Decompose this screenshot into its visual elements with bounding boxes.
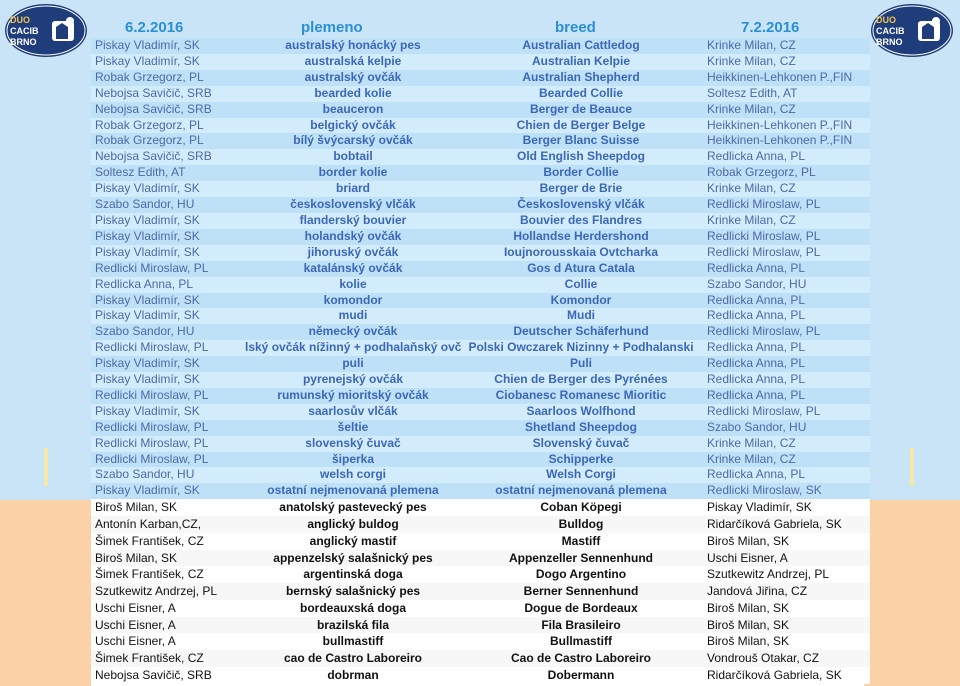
breed-en-cell: Coban Köpegi xyxy=(461,499,701,516)
logo-text-1: DUO xyxy=(876,15,896,25)
breed-en-cell: Slovenský čuvač xyxy=(461,436,701,452)
breed-en-cell: ostatní nejmenovaná plemena xyxy=(461,483,701,499)
judge-day1-cell: Robak Grzegorz, PL xyxy=(91,118,245,134)
table-row xyxy=(91,102,870,118)
breed-en-cell: Ioujnorousskaia Ovtcharka xyxy=(461,245,701,261)
judge-day1-cell: Nebojsa Savičič, SRB xyxy=(91,102,245,118)
breed-cs-cell: šeltie xyxy=(245,420,461,436)
breed-cs-cell: bearded kolie xyxy=(245,86,461,102)
header-breed-cs: plemeno xyxy=(301,19,363,36)
judge-day2-cell: Szutkewitz Andrzej, PL xyxy=(701,566,870,583)
table-row xyxy=(91,165,870,181)
breed-en-cell: Fila Brasileiro xyxy=(461,617,701,634)
schedule-table xyxy=(91,38,870,684)
header-date-right: 7.2.2016 xyxy=(741,19,800,36)
table-row xyxy=(91,404,870,420)
breed-cs-cell: cao de Castro Laboreiro xyxy=(245,650,461,667)
next-rows xyxy=(91,499,870,683)
breed-cs-cell: puli xyxy=(245,356,461,372)
header-breed-en: breed xyxy=(555,19,596,36)
table-row xyxy=(91,340,870,356)
judge-day2-cell: Biroš Milan, SK xyxy=(701,533,870,550)
breed-en-cell: Berger de Brie xyxy=(461,181,701,197)
schedule-header xyxy=(91,0,864,38)
judge-day1-cell: Piskay Vladimír, SK xyxy=(91,483,245,499)
breed-cs-cell: bordeauxská doga xyxy=(245,600,461,617)
breed-en-cell: Mastiff xyxy=(461,533,701,550)
right-side-band xyxy=(864,0,960,686)
judge-day1-cell: Nebojsa Savičič, SRB xyxy=(91,149,245,165)
judge-day1-cell: Biroš Milan, SK xyxy=(91,499,245,516)
breed-cs-cell: kolie xyxy=(245,277,461,293)
breed-cs-cell: bullmastiff xyxy=(245,633,461,650)
judge-day2-cell: Heikkinen-Lehkonen P.,FIN xyxy=(701,118,870,134)
logo-text-1: DUO xyxy=(10,15,30,25)
breed-en-cell: Berger Blanc Suisse xyxy=(461,133,701,149)
judge-day1-cell: Redlicki Miroslaw, PL xyxy=(91,420,245,436)
judge-day2-cell: Redlicka Anna, PL xyxy=(701,149,870,165)
judge-day2-cell: Krinke Milan, CZ xyxy=(701,181,870,197)
judge-day1-cell: Piskay Vladimír, SK xyxy=(91,38,245,54)
breed-cs-cell: pyrenejský ovčák xyxy=(245,372,461,388)
judge-day2-cell: Krinke Milan, CZ xyxy=(701,452,870,468)
breed-cs-cell: německý ovčák xyxy=(245,324,461,340)
breed-en-cell: Welsh Corgi xyxy=(461,467,701,483)
breed-cs-cell: slovenský čuvač xyxy=(245,436,461,452)
breed-cs-cell: bernský salašnický pes xyxy=(245,583,461,600)
table-row xyxy=(91,499,870,516)
table-row xyxy=(91,420,870,436)
breed-en-cell: Border Collie xyxy=(461,165,701,181)
judge-day1-cell: Soltesz Edith, AT xyxy=(91,165,245,181)
table-row xyxy=(91,633,870,650)
judge-day2-cell: Krinke Milan, CZ xyxy=(701,38,870,54)
breed-en-cell: Schipperke xyxy=(461,452,701,468)
breed-cs-cell: jihoruský ovčák xyxy=(245,245,461,261)
judge-day2-cell: Redlicki Miroslaw, PL xyxy=(701,197,870,213)
judge-day1-cell: Szabo Sandor, HU xyxy=(91,197,245,213)
logo-text-2: CACIB xyxy=(876,26,905,36)
judge-day2-cell: Krinke Milan, CZ xyxy=(701,436,870,452)
judge-day2-cell: Redlicka Anna, PL xyxy=(701,467,870,483)
table-row xyxy=(91,667,870,684)
breed-en-cell: Saarloos Wolfhond xyxy=(461,404,701,420)
judge-day2-cell: Redlicki Miroslaw, PL xyxy=(701,245,870,261)
breed-cs-cell: mudi xyxy=(245,308,461,324)
breed-cs-cell: bobtail xyxy=(245,149,461,165)
breed-en-cell: Berger de Beauce xyxy=(461,102,701,118)
judge-day1-cell: Piskay Vladimír, SK xyxy=(91,308,245,324)
breed-en-cell: Mudi xyxy=(461,308,701,324)
breed-en-cell: Old English Sheepdog xyxy=(461,149,701,165)
judge-day2-cell: Biroš Milan, SK xyxy=(701,617,870,634)
breed-cs-cell: holandský ovčák xyxy=(245,229,461,245)
table-row xyxy=(91,324,870,340)
judge-day2-cell: Redlicka Anna, PL xyxy=(701,372,870,388)
judge-day1-cell: Redlicki Miroslaw, PL xyxy=(91,340,245,356)
breed-en-cell: Australian Shepherd xyxy=(461,70,701,86)
table-row xyxy=(91,356,870,372)
breed-en-cell: Polski Owczarek Nizinny + Podhalanski xyxy=(461,340,701,356)
breed-en-cell: Komondor xyxy=(461,293,701,309)
table-row xyxy=(91,583,870,600)
breed-cs-cell: australský ovčák xyxy=(245,70,461,86)
breed-cs-cell: brazilská fila xyxy=(245,617,461,634)
table-row xyxy=(91,516,870,533)
table-row xyxy=(91,277,870,293)
table-row xyxy=(91,308,870,324)
judge-day2-cell: Jandová Jiřina, CZ xyxy=(701,583,870,600)
table-row xyxy=(91,388,870,404)
judge-day1-cell: Redlicka Anna, PL xyxy=(91,277,245,293)
breed-cs-cell: beauceron xyxy=(245,102,461,118)
judge-day2-cell: Biroš Milan, SK xyxy=(701,600,870,617)
day-rows xyxy=(91,38,870,499)
judge-day2-cell: Piskay Vladimír, SK xyxy=(701,499,870,516)
judge-day2-cell: Redlicki Miroslaw, SK xyxy=(701,483,870,499)
breed-cs-cell: anglický buldog xyxy=(245,516,461,533)
judge-day1-cell: Piskay Vladimír, SK xyxy=(91,245,245,261)
judge-day1-cell: Redlicki Miroslaw, PL xyxy=(91,436,245,452)
judge-day1-cell: Piskay Vladimír, SK xyxy=(91,213,245,229)
breed-en-cell: Ciobanesc Romanesc Mioritic xyxy=(461,388,701,404)
breed-en-cell: Dobermann xyxy=(461,667,701,684)
judge-day2-cell: Redlicka Anna, PL xyxy=(701,308,870,324)
breed-cs-cell: šiperka xyxy=(245,452,461,468)
judge-day1-cell: Biroš Milan, SK xyxy=(91,550,245,567)
breed-cs-cell: belgický ovčák xyxy=(245,118,461,134)
judge-day2-cell: Redlicka Anna, PL xyxy=(701,293,870,309)
breed-cs-cell: československý vlčák xyxy=(245,197,461,213)
judges-schedule-sheet xyxy=(91,0,864,686)
judge-day1-cell: Piskay Vladimír, SK xyxy=(91,293,245,309)
table-row xyxy=(91,245,870,261)
judge-day2-cell: Ridarčíková Gabriela, SK xyxy=(701,667,870,684)
breed-en-cell: Bulldog xyxy=(461,516,701,533)
judge-day1-cell: Šimek František, CZ xyxy=(91,533,245,550)
table-row xyxy=(91,86,870,102)
breed-en-cell: Bullmastiff xyxy=(461,633,701,650)
breed-en-cell: Appenzeller Sennenhund xyxy=(461,550,701,567)
breed-cs-cell: saarlosův vlčák xyxy=(245,404,461,420)
breed-en-cell: Bearded Collie xyxy=(461,86,701,102)
table-row xyxy=(91,70,870,86)
judge-day2-cell: Heikkinen-Lehkonen P.,FIN xyxy=(701,133,870,149)
judge-day2-cell: Redlicka Anna, PL xyxy=(701,356,870,372)
judge-day1-cell: Szabo Sandor, HU xyxy=(91,324,245,340)
side-marker xyxy=(910,448,914,486)
breed-cs-cell: ostatní nejmenovaná plemena xyxy=(245,483,461,499)
breed-en-cell: Dogo Argentino xyxy=(461,566,701,583)
breed-cs-cell: katalánský ovčák xyxy=(245,261,461,277)
judge-day2-cell: Redlicka Anna, PL xyxy=(701,340,870,356)
side-marker xyxy=(44,448,48,486)
breed-en-cell: Chien de Berger des Pyrénées xyxy=(461,372,701,388)
judge-day2-cell: Heikkinen-Lehkonen P.,FIN xyxy=(701,70,870,86)
judge-day2-cell: Redlicki Miroslaw, PL xyxy=(701,324,870,340)
judge-day2-cell: Robak Grzegorz, PL xyxy=(701,165,870,181)
table-row xyxy=(91,452,870,468)
table-row xyxy=(91,213,870,229)
table-row xyxy=(91,181,870,197)
breed-cs-cell: appenzelský salašnický pes xyxy=(245,550,461,567)
judge-day1-cell: Robak Grzegorz, PL xyxy=(91,133,245,149)
breed-cs-cell: bílý švýcarský ovčák xyxy=(245,133,461,149)
judge-day2-cell: Redlicka Anna, PL xyxy=(701,261,870,277)
judge-day2-cell: Vondrouš Otakar, CZ xyxy=(701,650,870,667)
judge-day2-cell: Krinke Milan, CZ xyxy=(701,213,870,229)
table-row xyxy=(91,229,870,245)
judge-day2-cell: Soltesz Edith, AT xyxy=(701,86,870,102)
judge-day2-cell: Krinke Milan, CZ xyxy=(701,102,870,118)
table-row xyxy=(91,118,870,134)
breed-en-cell: Puli xyxy=(461,356,701,372)
judge-day2-cell: Redlicka Anna, PL xyxy=(701,388,870,404)
breed-en-cell: Australian Kelpie xyxy=(461,54,701,70)
breed-en-cell: Deutscher Schäferhund xyxy=(461,324,701,340)
judge-day2-cell: Szabo Sandor, HU xyxy=(701,420,870,436)
judge-day2-cell: Szabo Sandor, HU xyxy=(701,277,870,293)
breed-cs-cell: rumunský mioritský ovčák xyxy=(245,388,461,404)
breed-cs-cell: lský ovčák nížinný + podhalaňský ovč xyxy=(245,340,461,355)
table-row xyxy=(91,550,870,567)
breed-cs-cell: flanderský bouvier xyxy=(245,213,461,229)
breed-cs-cell: australský honácký pes xyxy=(245,38,461,54)
duo-cacib-brno-logo xyxy=(4,3,88,58)
judge-day1-cell: Robak Grzegorz, PL xyxy=(91,70,245,86)
breed-en-cell: Berner Sennenhund xyxy=(461,583,701,600)
judge-day1-cell: Uschi Eisner, A xyxy=(91,633,245,650)
table-row xyxy=(91,650,870,667)
table-row xyxy=(91,149,870,165)
judge-day1-cell: Šimek František, CZ xyxy=(91,566,245,583)
table-row xyxy=(91,436,870,452)
judge-day1-cell: Nebojsa Savičič, SRB xyxy=(91,667,245,684)
table-row xyxy=(91,566,870,583)
judge-day1-cell: Šimek František, CZ xyxy=(91,650,245,667)
breed-cs-cell: anglický mastif xyxy=(245,533,461,550)
table-row xyxy=(91,600,870,617)
table-row xyxy=(91,261,870,277)
breed-en-cell: Gos d Atura Catala xyxy=(461,261,701,277)
judge-day2-cell: Redlicki Miroslaw, PL xyxy=(701,404,870,420)
breed-cs-cell: dobrman xyxy=(245,667,461,684)
table-row xyxy=(91,38,870,54)
breed-cs-cell: australská kelpie xyxy=(245,54,461,70)
logo-text-3: BRNO xyxy=(10,37,37,47)
breed-en-cell: Collie xyxy=(461,277,701,293)
table-row xyxy=(91,293,870,309)
breed-en-cell: Bouvier des Flandres xyxy=(461,213,701,229)
judge-day1-cell: Piskay Vladimír, SK xyxy=(91,404,245,420)
logo-text-2: CACIB xyxy=(10,26,39,36)
breed-en-cell: Československý vlčák xyxy=(461,197,701,213)
breed-en-cell: Shetland Sheepdog xyxy=(461,420,701,436)
judge-day1-cell: Piskay Vladimír, SK xyxy=(91,181,245,197)
table-row xyxy=(91,533,870,550)
breed-cs-cell: briard xyxy=(245,181,461,197)
judge-day1-cell: Redlicki Miroslaw, PL xyxy=(91,388,245,404)
judge-day1-cell: Szutkewitz Andrzej, PL xyxy=(91,583,245,600)
judge-day1-cell: Piskay Vladimír, SK xyxy=(91,356,245,372)
breed-cs-cell: welsh corgi xyxy=(245,467,461,483)
judge-day2-cell: Ridarčíková Gabriela, SK xyxy=(701,516,870,533)
judge-day1-cell: Redlicki Miroslaw, PL xyxy=(91,452,245,468)
header-date-left: 6.2.2016 xyxy=(125,19,184,36)
judge-day1-cell: Antonín Karban,CZ, xyxy=(91,516,245,533)
breed-en-cell: Hollandse Herdershond xyxy=(461,229,701,245)
judge-day1-cell: Uschi Eisner, A xyxy=(91,617,245,634)
logo-text-3: BRNO xyxy=(876,37,903,47)
judge-day1-cell: Piskay Vladimír, SK xyxy=(91,229,245,245)
judge-day1-cell: Nebojsa Savičič, SRB xyxy=(91,86,245,102)
judge-day2-cell: Redlicki Miroslaw, PL xyxy=(701,229,870,245)
table-row xyxy=(91,467,870,483)
breed-cs-cell: anatolský pastevecký pes xyxy=(245,499,461,516)
judge-day1-cell: Redlicki Miroslaw, PL xyxy=(91,261,245,277)
breed-en-cell: Cao de Castro Laboreiro xyxy=(461,650,701,667)
breed-cs-cell: argentinská doga xyxy=(245,566,461,583)
table-row xyxy=(91,372,870,388)
judge-day1-cell: Piskay Vladimír, SK xyxy=(91,372,245,388)
breed-en-cell: Dogue de Bordeaux xyxy=(461,600,701,617)
table-row xyxy=(91,617,870,634)
judge-day1-cell: Uschi Eisner, A xyxy=(91,600,245,617)
breed-en-cell: Australian Cattledog xyxy=(461,38,701,54)
breed-cs-cell: border kolie xyxy=(245,165,461,181)
table-row xyxy=(91,133,870,149)
table-row xyxy=(91,197,870,213)
breed-en-cell: Chien de Berger Belge xyxy=(461,118,701,134)
breed-cs-cell: komondor xyxy=(245,293,461,309)
judge-day2-cell: Biroš Milan, SK xyxy=(701,633,870,650)
table-row xyxy=(91,483,870,499)
judge-day2-cell: Krinke Milan, CZ xyxy=(701,54,870,70)
judge-day1-cell: Szabo Sandor, HU xyxy=(91,467,245,483)
judge-day2-cell: Uschi Eisner, A xyxy=(701,550,870,567)
left-side-band xyxy=(0,0,91,686)
table-row xyxy=(91,54,870,70)
judge-day1-cell: Piskay Vladimír, SK xyxy=(91,54,245,70)
duo-cacib-brno-logo xyxy=(870,3,954,58)
